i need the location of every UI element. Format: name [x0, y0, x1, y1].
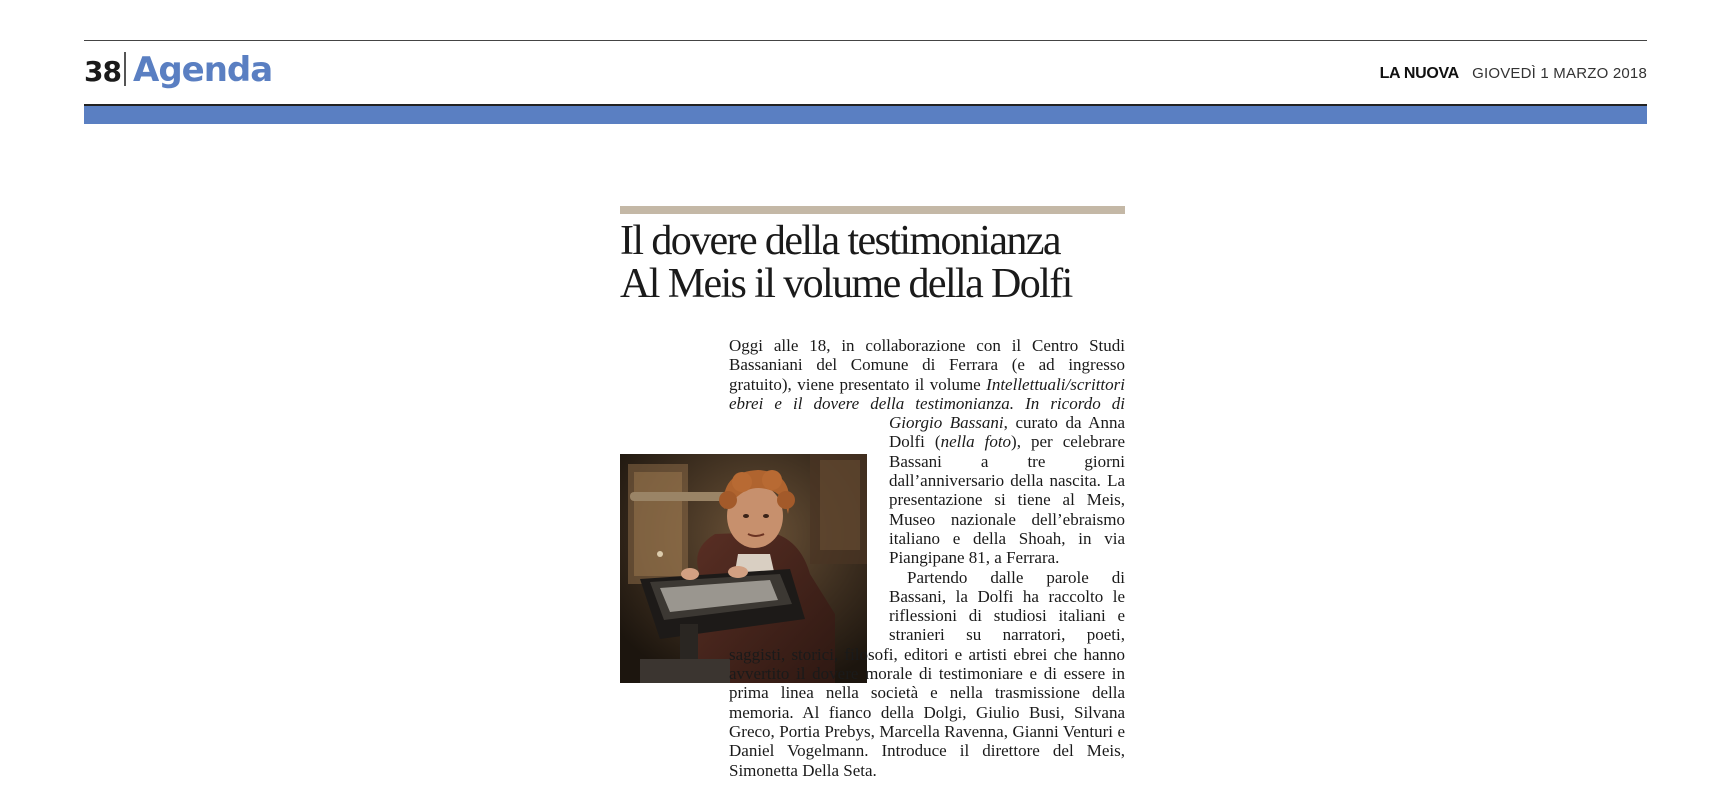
- newspaper-name: LA NUOVA: [1379, 65, 1459, 82]
- top-rule: [84, 40, 1647, 41]
- header-divider: [124, 52, 126, 86]
- article-body: [729, 336, 1125, 780]
- masthead: [1380, 64, 1647, 84]
- paragraph-1-text-end: ), per celebrare Bassani a tre giorni dall’anniversario della nascita. La presentazione si tiene al Meis, Museo nazionale dell’ebraismo italiano e della Shoah, in via Piangipane 81, a Ferrara.: [889, 432, 1125, 568]
- book-title: Intellettuali/scrittori ebrei e il dovere della testimonianza. In ricordo di Giorgio Bassani: [729, 374, 1125, 433]
- article: [620, 206, 1125, 786]
- paragraph-1-text-continued: , curato da Anna Dolfi (: [889, 413, 1126, 452]
- photo-reference: nella foto: [940, 432, 1012, 452]
- headline-line-2: Al Meis il volume della Dolfi: [620, 261, 1072, 307]
- paragraph-1-text: Oggi alle 18, in collaborazione con il Centro Studi Bassaniani del Comune di Ferrara (e ad ingresso gratuito), viene presentato il volume: [729, 336, 1125, 394]
- article-paragraph-2: Partendo dalle parole di Bassani, la Dolfi ha raccolto le riflessioni di studiosi italiani e stranieri su narratori, poeti, saggisti, storici, filosofi, editori e artisti ebrei che hanno avvertito il dovere morale di testimoniare e di essere in prima linea nella società e nella trasmissione della memoria. Al fianco della Dolgi, Giulio Busi, Silvana Greco, Portia Prebys, Marcella Ravenna, Gianni Venturi e Daniel Vogelmann. Introduce il direttore del Meis, Simonetta Della Seta.: [729, 567, 1125, 780]
- page-number: 38: [84, 55, 121, 88]
- kicker-rule: [620, 206, 1125, 214]
- issue-date: GIOVEDÌ 1 MARZO 2018: [1472, 65, 1647, 82]
- section-title: Agenda: [133, 50, 273, 90]
- headline-line-1: Il dovere della testimonianza: [620, 218, 1060, 264]
- headline: [620, 220, 1140, 306]
- header-band: [84, 106, 1647, 124]
